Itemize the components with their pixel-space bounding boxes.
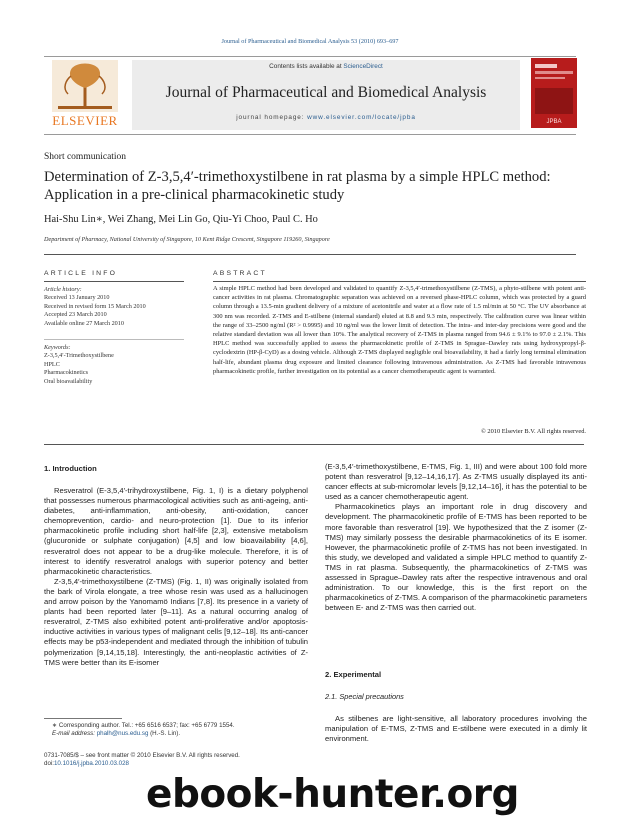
- homepage-url-link[interactable]: www.elsevier.com/locate/jpba: [307, 114, 416, 121]
- elsevier-wordmark: ELSEVIER: [52, 113, 118, 128]
- paragraph: Resveratrol (E-3,5,4′-trihydroxystilbene, Fig. 1, I) is a dietary polyphenol that possesses numerous pharmacological activities such as anti-ageing, anti-diabetes, anti-inflammation, anti-obesity, anti-oxidation, cancer chemoprevention, cardio- and neuro-protection [1]. Due to its inferior pharmacokinetic profile including short half-life [2,3], extensive metabolism (glucuronide or sulphate conjugation) [4,5] and low bioavailability [4,6], resveratrol does not appear to be a drug-like molecule. Therefore, it is of interest to identify resveratrol analogs with superior potency and better pharmacokinetic characteristics.: [44, 486, 308, 576]
- paragraph: Z-3,5,4′-trimethoxystilbene (Z-TMS) (Fig. 1, II) was originally isolated from the bark of Virola elongate, a tree whose resin was used as a hallucinogen and arrow poison by the Yanomamö Indians [7,8]. Its presence in a variety of plants had been reported later [9–11]. As a natural occurring analog of resveratrol, Z-TMS also exhibited potent anti-proliferative and/or apoptosis-inductive activities in various types of malignant cells [9,12–18]. Its anti-cancer effects may be p53-independent and mediated through the inhibition of tubulin polymerization [9,14,15,18]. Interestingly, the anti-neoplastic activities of Z-TMS were better than its E-isomer: [44, 576, 308, 667]
- paragraph: (E-3,5,4′-trimethoxystilbene, E-TMS, Fig. 1, III) and were about 100 fold more potent than resveratrol [9,12–14,16,17]. As Z-TMS usually displayed its anti-cancer effects at sub-micromolar levels [9,12,14–16], it has the potential to be used as a cancer chemotherapeutic agent.: [325, 462, 587, 502]
- header-divider: [44, 254, 576, 255]
- doi-line: [44, 760, 344, 768]
- keywords-block: [44, 344, 194, 386]
- body-right-column: [325, 462, 587, 613]
- sciencedirect-link[interactable]: ScienceDirect: [343, 63, 383, 70]
- email-suffix: (H.-S. Lin).: [148, 730, 181, 737]
- history-label: Article history:: [44, 286, 82, 293]
- corresponding-author: ∗ Corresponding author. Tel.: +65 6516 6537; fax: +65 6779 1554.: [52, 722, 235, 729]
- author-affiliation: Department of Pharmacy, National University of Singapore, 10 Kent Ridge Crescent, Singapore 119260, Singapore: [44, 236, 330, 243]
- paragraph: As stilbenes are light-sensitive, all laboratory procedures involving the manipulation of E-TMS, Z-TMS and E-stilbene were executed in a dimly lit environment.: [325, 714, 587, 744]
- front-matter: [44, 752, 344, 768]
- section-heading-experimental: 2. Experimental: [325, 670, 382, 679]
- keyword: HPLC: [44, 360, 60, 368]
- elsevier-logo: [46, 58, 124, 130]
- article-history: [44, 286, 194, 328]
- keywords-label: Keywords:: [44, 344, 71, 351]
- cover-art-icon: [531, 58, 577, 128]
- keyword: Z-3,5,4′-Trimethoxystilbene: [44, 352, 114, 360]
- history-online: Available online 27 March 2010: [44, 319, 124, 327]
- abstract-bottom-divider: [44, 444, 584, 445]
- footnote-rule: [44, 718, 122, 719]
- article-title: Determination of Z-3,5,4′-trimethoxystilbene in rat plasma by a simple HPLC method: Application in a pre-clinical pharmacokinetic study: [44, 169, 551, 203]
- abstract-divider: [213, 281, 586, 282]
- running-header: Journal of Pharmaceutical and Biomedical Analysis 53 (2010) 693–697: [221, 38, 399, 45]
- doi-prefix: doi:: [44, 760, 54, 767]
- subsection-heading-precautions: 2.1. Special precautions: [325, 692, 404, 701]
- email-link[interactable]: phalh@nus.edu.sg: [96, 730, 149, 737]
- author-list: Hai-Shu Lin∗, Wei Zhang, Mei Lin Go, Qiu-Yi Choo, Paul C. Ho: [44, 214, 318, 225]
- history-revised: Received in revised form 15 March 2010: [44, 302, 146, 310]
- journal-homepage: [132, 114, 520, 121]
- contents-availability: [132, 63, 520, 70]
- journal-cover-thumbnail: [531, 58, 577, 128]
- paragraph: Pharmacokinetics plays an important role in drug discovery and development. The pharmacokinetic profile of E-TMS has been reported to be more favorable than resveratrol [19]. We hypothesized that the Z isomer (Z-TMS) may similarly possess the desirable pharmacokinetics of its E isomer. However, the pharmacokinetic profile of Z-TMS has not been investigated. In this study, we developed and validated a simple HPLC method to quantify Z-TMS in rat plasma. Subsequently, the pharmacokinetics of Z-TMS was assessed in Sprague–Dawley rats after the respective intravenous and oral administration. To our knowledge, this is the first report on the pharmacokinetics of Z-TMS. A comparison of the pharmacokinetic parameters between E- and Z-TMS was then carried out.: [325, 502, 587, 613]
- keywords-divider: [44, 339, 184, 340]
- issn-line: 0731-7085/$ – see front matter © 2010 Elsevier B.V. All rights reserved.: [44, 752, 240, 759]
- article-info-heading: ARTICLE INFO: [44, 270, 118, 277]
- footnote: [52, 722, 312, 738]
- history-received: Received 13 January 2010: [44, 294, 110, 302]
- email-label: E-mail address:: [52, 730, 97, 737]
- history-accepted: Accepted 23 March 2010: [44, 311, 107, 319]
- abstract-copyright: © 2010 Elsevier B.V. All rights reserved.: [480, 428, 586, 435]
- cover-label: JPBA: [546, 119, 562, 125]
- keyword: Oral bioavailability: [44, 377, 93, 385]
- abstract-heading: ABSTRACT: [213, 270, 267, 277]
- contents-prefix: Contents lists available at: [269, 63, 344, 70]
- article-info-divider: [44, 281, 184, 282]
- doi-link[interactable]: 10.1016/j.jpba.2010.03.028: [53, 760, 129, 767]
- body-right-column-cont: [325, 714, 587, 744]
- keyword: Pharmacokinetics: [44, 369, 88, 377]
- homepage-prefix: journal homepage:: [236, 114, 308, 121]
- body-left-column: [44, 486, 308, 668]
- watermark: ebook-hunter.org: [146, 772, 519, 817]
- email-line: [52, 730, 312, 738]
- article-type: Short communication: [44, 152, 127, 162]
- section-heading-introduction: 1. Introduction: [44, 464, 97, 473]
- elsevier-tree-icon: [46, 58, 124, 130]
- journal-title: Journal of Pharmaceutical and Biomedical Analysis: [165, 84, 487, 101]
- abstract-text: A simple HPLC method had been developed and validated to quantify Z-3,5,4′-trimethoxystilbene (Z-TMS), a phyto-stilbene with potent anti-cancer activities in rat plasma. Chromatographic separation was achieved on a reversed phase-HPLC column, which was protected by a guard column through a 13.5-min gradient delivery of a mixture of acetonitrile and water at a flow rate of 1.5 ml/min at 50 °C. The UV absorbance at 300 nm was recorded. Z-TMS and E-stilbene (internal standard) eluted at 8.8 and 9.3 min, respectively. The calibration curve was linear within the range of 33–2500 ng/ml (R² > 0.9995) and 10 ng/ml was the lower limit of detection. The intra- and inter-day precisions were good and the relative standard deviation was all lower than 10%. The analytical recovery of Z-TMS in plasma ranged from 94.6 ± 9.1% to 97.0 ± 2.1%. This HPLC method was successfully applied to assess the pharmacokinetic profile of Z-TMS in Sprague–Dawley rats using hydroxypropyl-β-cyclodextrin (HP-β-CyD) as a dosing vehicle. Although Z-TMS displayed negligible oral bioavailability, it had a fairly long terminal elimination half-life, abundant plasma drug exposure and limited clearance following intravenous administration. As Z-TMS had favorable intravenous pharmacokinetic profile, further investigation on its potential as a cancer chemotherapeutic agent is warranted.: [213, 285, 586, 375]
